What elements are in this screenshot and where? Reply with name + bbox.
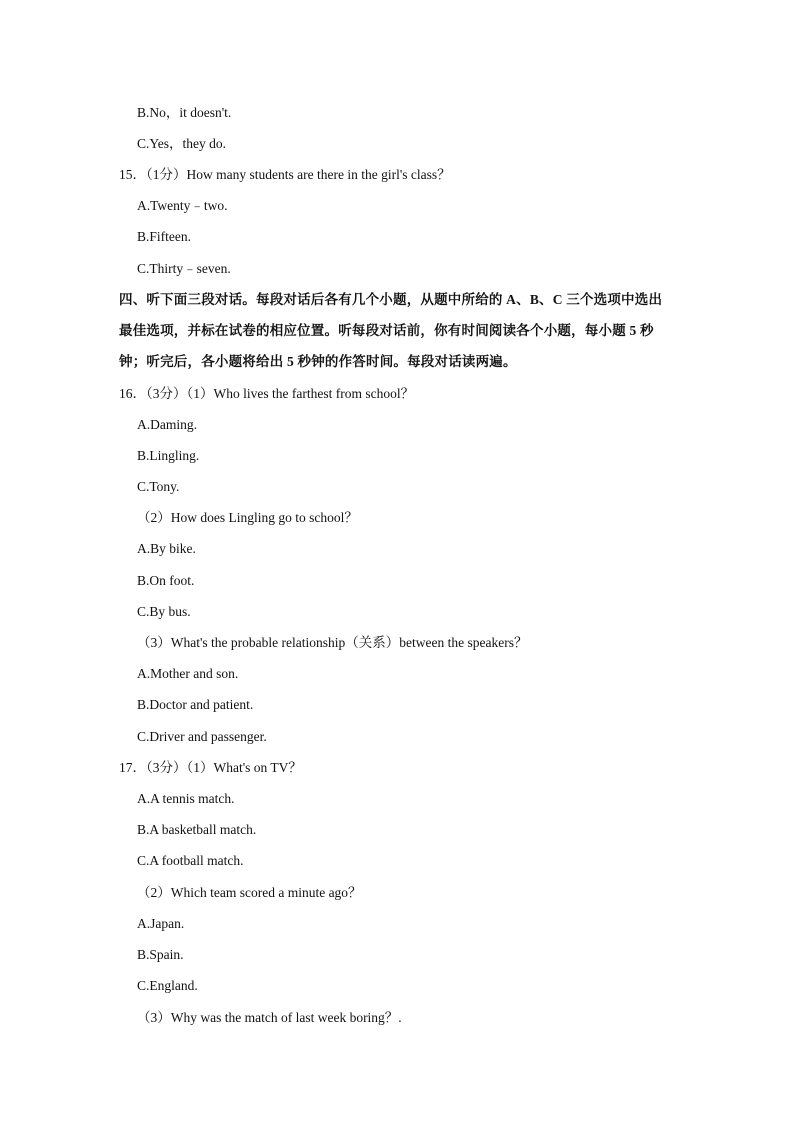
section4-instruction-line3: 钟；听完后，各小题将给出 5 秒钟的作答时间。每段对话读两遍。: [119, 354, 517, 369]
q16-2-option-a: A.By bike.: [137, 541, 196, 556]
q17-part2-stem: （2）Which team scored a minute ago？: [137, 885, 362, 900]
q16-2-option-b: B.On foot.: [137, 573, 195, 588]
prev-option-c: C.Yes，they do.: [137, 136, 227, 151]
q17-2-option-b: B.Spain.: [137, 947, 184, 962]
q16-3-option-c: C.Driver and passenger.: [137, 729, 267, 744]
q15-option-a: A.Twenty﹣two.: [137, 198, 228, 213]
q16-1-option-a: A.Daming.: [137, 417, 197, 432]
q16-part2-stem: （2）How does Lingling go to school？: [137, 510, 358, 525]
q16-3-option-b: B.Doctor and patient.: [137, 697, 254, 712]
q17-2-option-a: A.Japan.: [137, 916, 185, 931]
q17-2-option-c: C.England.: [137, 978, 198, 993]
q17-stem: 17．（3分）（1）What's on TV？: [119, 760, 302, 775]
q16-3-option-a: A.Mother and son.: [137, 666, 239, 681]
q16-1-option-c: C.Tony.: [137, 479, 180, 494]
q15-option-b: B.Fifteen.: [137, 229, 191, 244]
q16-2-option-c: C.By bus.: [137, 604, 191, 619]
q17-1-option-a: A.A tennis match.: [137, 791, 235, 806]
q17-1-option-b: B.A basketball match.: [137, 822, 257, 837]
q16-stem: 16．（3分）（1）Who lives the farthest from school？: [119, 386, 415, 401]
q16-1-option-b: B.Lingling.: [137, 448, 200, 463]
q17-part3-stem: （3）Why was the match of last week boring？.: [137, 1010, 402, 1025]
q16-part3-stem: （3）What's the probable relationship（关系）between the speakers？: [137, 635, 528, 650]
section4-instruction-line2: 最佳选项，并标在试卷的相应位置。听每段对话前，你有时间阅读各个小题，每小题 5 秒: [119, 323, 654, 338]
q15-option-c: C.Thirty﹣seven.: [137, 261, 231, 276]
prev-option-b: B.No，it doesn't.: [137, 105, 232, 120]
section4-instruction-line1: 四、听下面三段对话。每段对话后各有几个小题，从题中所给的 A、B、C 三个选项中选出: [119, 292, 663, 307]
q17-1-option-c: C.A football match.: [137, 853, 244, 868]
q15-stem: 15．（1分）How many students are there in the girl's class？: [119, 167, 451, 182]
